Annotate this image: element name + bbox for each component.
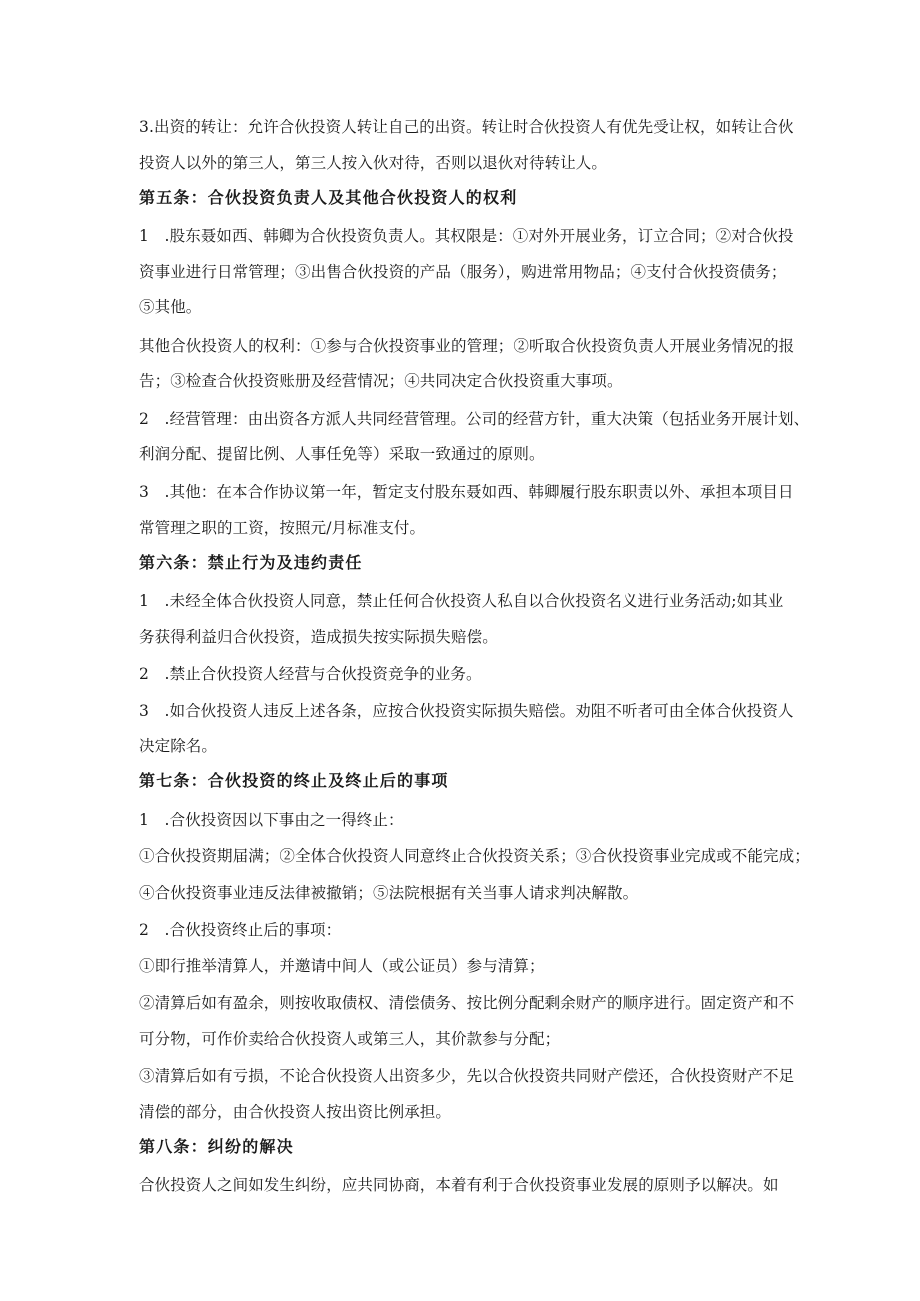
paragraph-line: 3 .如合伙投资人违反上述各条，应按合伙投资实际损失赔偿。劝阻不听者可由全体合伙投资人 <box>139 702 794 720</box>
paragraph-line: 常管理之职的工资，按照元/月标准支付。 <box>139 519 426 537</box>
paragraph-line: ①合伙投资期届满；②全体合伙投资人同意终止合伙投资关系；③合伙投资事业完成或不能完成； <box>139 847 810 865</box>
paragraph-line: 决定除名。 <box>139 737 218 755</box>
paragraph-line: 投资人以外的第三人，第三人按入伙对待，否则以退伙对待转让人。 <box>139 154 608 172</box>
paragraph-line: 1 .股东聂如西、韩卿为合伙投资负责人。其权限是：①对外开展业务，订立合同；②对合伙投 <box>139 227 794 245</box>
paragraph-line: 可分物，可作价卖给合伙投资人或第三人，其价款参与分配； <box>139 1030 561 1048</box>
paragraph-line: 利润分配、提留比例、人事任免等）采取一致通过的原则。 <box>139 445 545 463</box>
paragraph-line: 清偿的部分，由合伙投资人按出资比例承担。 <box>139 1103 452 1121</box>
paragraph-line: 3 .其他：在本合作协议第一年，暂定支付股东聂如西、韩卿履行股东职责以外、承担本项目日 <box>139 483 794 501</box>
paragraph-line: 务获得利益归合伙投资，造成损失按实际损失赔偿。 <box>139 628 498 646</box>
paragraph-line: 2 .经营管理：由出资各方派人共同经营管理。公司的经营方针，重大决策（包括业务开展计划、 <box>139 410 810 428</box>
paragraph-line: 2 .禁止合伙投资人经营与合伙投资竞争的业务。 <box>139 665 482 683</box>
paragraph-line: 2 .合伙投资终止后的事项： <box>139 921 342 939</box>
paragraph-line: 1 .未经全体合伙投资人同意，禁止任何合伙投资人私自以合伙投资名义进行业务活动;如其业 <box>139 592 784 610</box>
paragraph-line: ①即行推举清算人，并邀请中间人（或公证员）参与清算； <box>139 957 545 975</box>
paragraph-line: ④合伙投资事业违反法律被撤销；⑤法院根据有关当事人请求判决解散。 <box>139 884 639 902</box>
section-heading-6: 第六条：禁止行为及违约责任 <box>139 553 363 572</box>
paragraph-line: 合伙投资人之间如发生纠纷，应共同协商，本着有利于合伙投资事业发展的原则予以解决。如 <box>139 1176 779 1194</box>
paragraph-line: ⑤其他。 <box>139 298 202 316</box>
section-heading-5: 第五条：合伙投资负责人及其他合伙投资人的权利 <box>139 188 518 207</box>
paragraph-line: ③清算后如有亏损，不论合伙投资人出资多少，先以合伙投资共同财产偿还，合伙投资财产不足 <box>139 1067 795 1085</box>
section-heading-8: 第八条：纠纷的解决 <box>139 1137 294 1156</box>
paragraph-line: 1 .合伙投资因以下事由之一得终止： <box>139 811 404 829</box>
paragraph-line: 3.出资的转让：允许合伙投资人转让自己的出资。转让时合伙投资人有优先受让权，如转让合伙 <box>139 118 794 136</box>
paragraph-line: 资事业进行日常管理；③出售合伙投资的产品（服务），购进常用物品；④支付合伙投资债务； <box>139 263 787 281</box>
paragraph-line: ②清算后如有盈余，则按收取债权、清偿债务、按比例分配剩余财产的顺序进行。固定资产和不 <box>139 994 795 1012</box>
section-heading-7: 第七条：合伙投资的终止及终止后的事项 <box>139 771 449 790</box>
paragraph-line: 告；③检查合伙投资账册及经营情况；④共同决定合伙投资重大事项。 <box>139 372 623 390</box>
paragraph-line: 其他合伙投资人的权利：①参与合伙投资事业的管理；②听取合伙投资负责人开展业务情况的报 <box>139 337 795 355</box>
